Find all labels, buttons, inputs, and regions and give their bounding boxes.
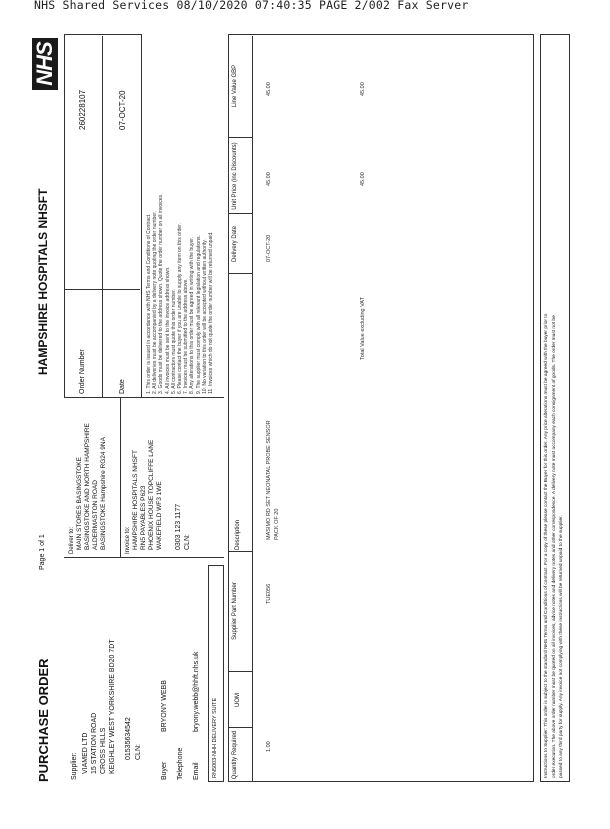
col-divider-2	[228, 671, 252, 672]
buyer-label: Buyer	[161, 761, 168, 780]
header-quantity: Quantity Required	[232, 730, 238, 780]
col-divider-5	[228, 213, 252, 214]
row-line-value: 45.00	[266, 82, 272, 96]
supplier-line-3: CROSS HILLS	[100, 727, 107, 774]
header-unit-price: Unit Price (inc Discounts)	[232, 142, 238, 210]
invoice-to-label: Invoice to:	[125, 526, 131, 554]
condition-4: 4. All invoices must be sent to the invoice address shown.	[164, 266, 171, 394]
invoice-line-1: HAMPSHIRE HOSPITALS NHSFT	[132, 450, 139, 550]
condition-3: 3. Goods must be delivered to the address shown. Quote the order number on all invoices.	[158, 193, 165, 394]
order-info-box	[64, 34, 142, 398]
col-divider-4	[228, 273, 252, 274]
row-unit-price: 45.00	[266, 172, 272, 186]
total-unit-price: 45.00	[360, 172, 366, 186]
condition-8: 8. Any alterations to this order must be agreed in writing with the buyer.	[189, 236, 196, 394]
invoice-cln: CLN:	[184, 534, 191, 550]
header-uom: UOM	[235, 693, 241, 707]
col-divider-1	[228, 727, 252, 728]
org-name: HAMPSHIRE HOSPITALS NHSFT	[36, 188, 50, 375]
page-label: Page 1 of 1	[39, 534, 46, 570]
email-label: Email	[193, 762, 200, 780]
delivery-note: RN5003-NHH DELIVERY SUITE	[212, 697, 218, 778]
invoice-line-4: WAKEFIELD WF3 1WE	[156, 481, 163, 550]
condition-1: 1. This order is issued in accordance with NHS Terms and Conditions of Contract.	[146, 213, 152, 394]
row-description-2: PACK OF 20	[274, 508, 280, 540]
col-divider-3	[228, 551, 252, 552]
supplier-address	[81, 639, 117, 774]
header-line-value: Line Value GBP	[232, 64, 238, 108]
footer-line-2: order execution. The above order number must be quoted on all invoices, advice notes and delivery notes and other correspondence. A delivery note must accompany each consignment of goods. The order must not be	[551, 315, 557, 778]
header-delivery-date: Delivery Date	[232, 226, 238, 263]
condition-11: 11. Invoices which do not quote the order number will be returned unpaid.	[208, 231, 215, 394]
total-line-value: 45.00	[360, 82, 366, 96]
order-info-separator	[102, 36, 103, 398]
condition-5: 5. All contractors must quote this order number.	[170, 289, 177, 394]
supplier-line-4: KEIGHLEY WEST YORKSHIRE BD20 7DT	[109, 639, 116, 774]
row-description: MASIMO RD SET NEONATAL PROBE SENSOR	[266, 420, 272, 540]
invoice-line-2: RN5 PAYABLES P623	[140, 485, 147, 550]
supplier-line-1: VIAMED LTD	[82, 732, 89, 774]
footer-line-3: passed to any third party for supply. Any invoice not complying with these instructions will be returned unpaid to the supplier.	[559, 515, 564, 778]
conditions-list	[146, 194, 214, 394]
row-delivery-date: 07-OCT-20	[266, 234, 272, 262]
order-number-value: 260228107	[78, 89, 87, 130]
supplier-phone: 01535634542	[125, 717, 132, 760]
deliver-line-1: MAIN STORES BASINGSTOKE	[76, 457, 83, 550]
order-date-label: Date	[119, 379, 126, 394]
row-quantity: 1.00	[266, 741, 272, 752]
nhs-logo: NHS	[32, 38, 58, 90]
order-date-value: 07-OCT-20	[118, 90, 127, 130]
order-info-divider	[64, 289, 140, 290]
condition-9: 9. The supplier must comply with all relevant legislation and regulations.	[195, 235, 202, 394]
order-number-label: Order Number	[79, 349, 86, 394]
deliver-line-2: BASINGSTOKE AND NORTH HAMPSHIRE	[84, 423, 91, 550]
supplier-label: Supplier:	[71, 752, 78, 780]
condition-7: 7. Invoices must be submitted to the address above.	[183, 278, 190, 394]
line-items-table	[228, 34, 534, 782]
invoice-to-address	[132, 440, 164, 550]
invoice-line-3: PHOENIX HOUSE TOPCLIFFE LANE	[148, 439, 155, 550]
document-title: PURCHASE ORDER	[36, 658, 51, 782]
footer-instructions	[543, 314, 566, 778]
purchase-order-page	[30, 30, 570, 790]
telephone-label: Telephone	[177, 747, 184, 780]
deliver-line-4: BASINGSTOKE Hampshire RG24 9NA	[100, 437, 107, 550]
address-separator	[120, 398, 121, 558]
deliver-line-3: ALDERMASTON ROAD	[92, 480, 99, 550]
email-value: bryony.webb@hhft.nhs.uk	[193, 651, 200, 732]
condition-10: 10. No variation to this order will be accepted without written authority.	[201, 239, 208, 394]
col-divider-6	[228, 137, 252, 138]
address-divider-left	[64, 557, 224, 558]
header-part-number: Supplier Part Number	[232, 582, 238, 640]
supplier-cln: CLN:	[135, 744, 142, 760]
invoice-phone: 0303 123 1177	[175, 503, 182, 550]
table-header-separator	[252, 36, 253, 782]
totals-label: Total Value excluding VAT	[360, 297, 366, 360]
row-part-number: TUE056	[266, 583, 272, 604]
supplier-line-2: 15 STATION ROAD	[91, 712, 98, 774]
condition-6: 6. Please contact the buyer if you are unable to supply any item on this order.	[177, 223, 184, 394]
deliver-to-label: Deliver to:	[69, 526, 75, 554]
buyer-value: BRYONY WEBB	[161, 680, 168, 732]
fax-header: NHS Shared Services 08/10/2020 07:40:35 PAGE 2/002 Fax Server	[34, 0, 469, 12]
condition-2: 2. All deliveries must be accompanied by a delivery note quoting the order number.	[152, 211, 159, 394]
footer-line-1: Instructions to Supplier: This order is subject to the standard NHS Terms and Conditions of contract. For a copy of these please contact the Buyer for this order. Any price alterations must be agreed with the buyer prior to	[544, 313, 549, 778]
header-description: Description	[235, 519, 241, 550]
deliver-to-address	[76, 423, 108, 550]
